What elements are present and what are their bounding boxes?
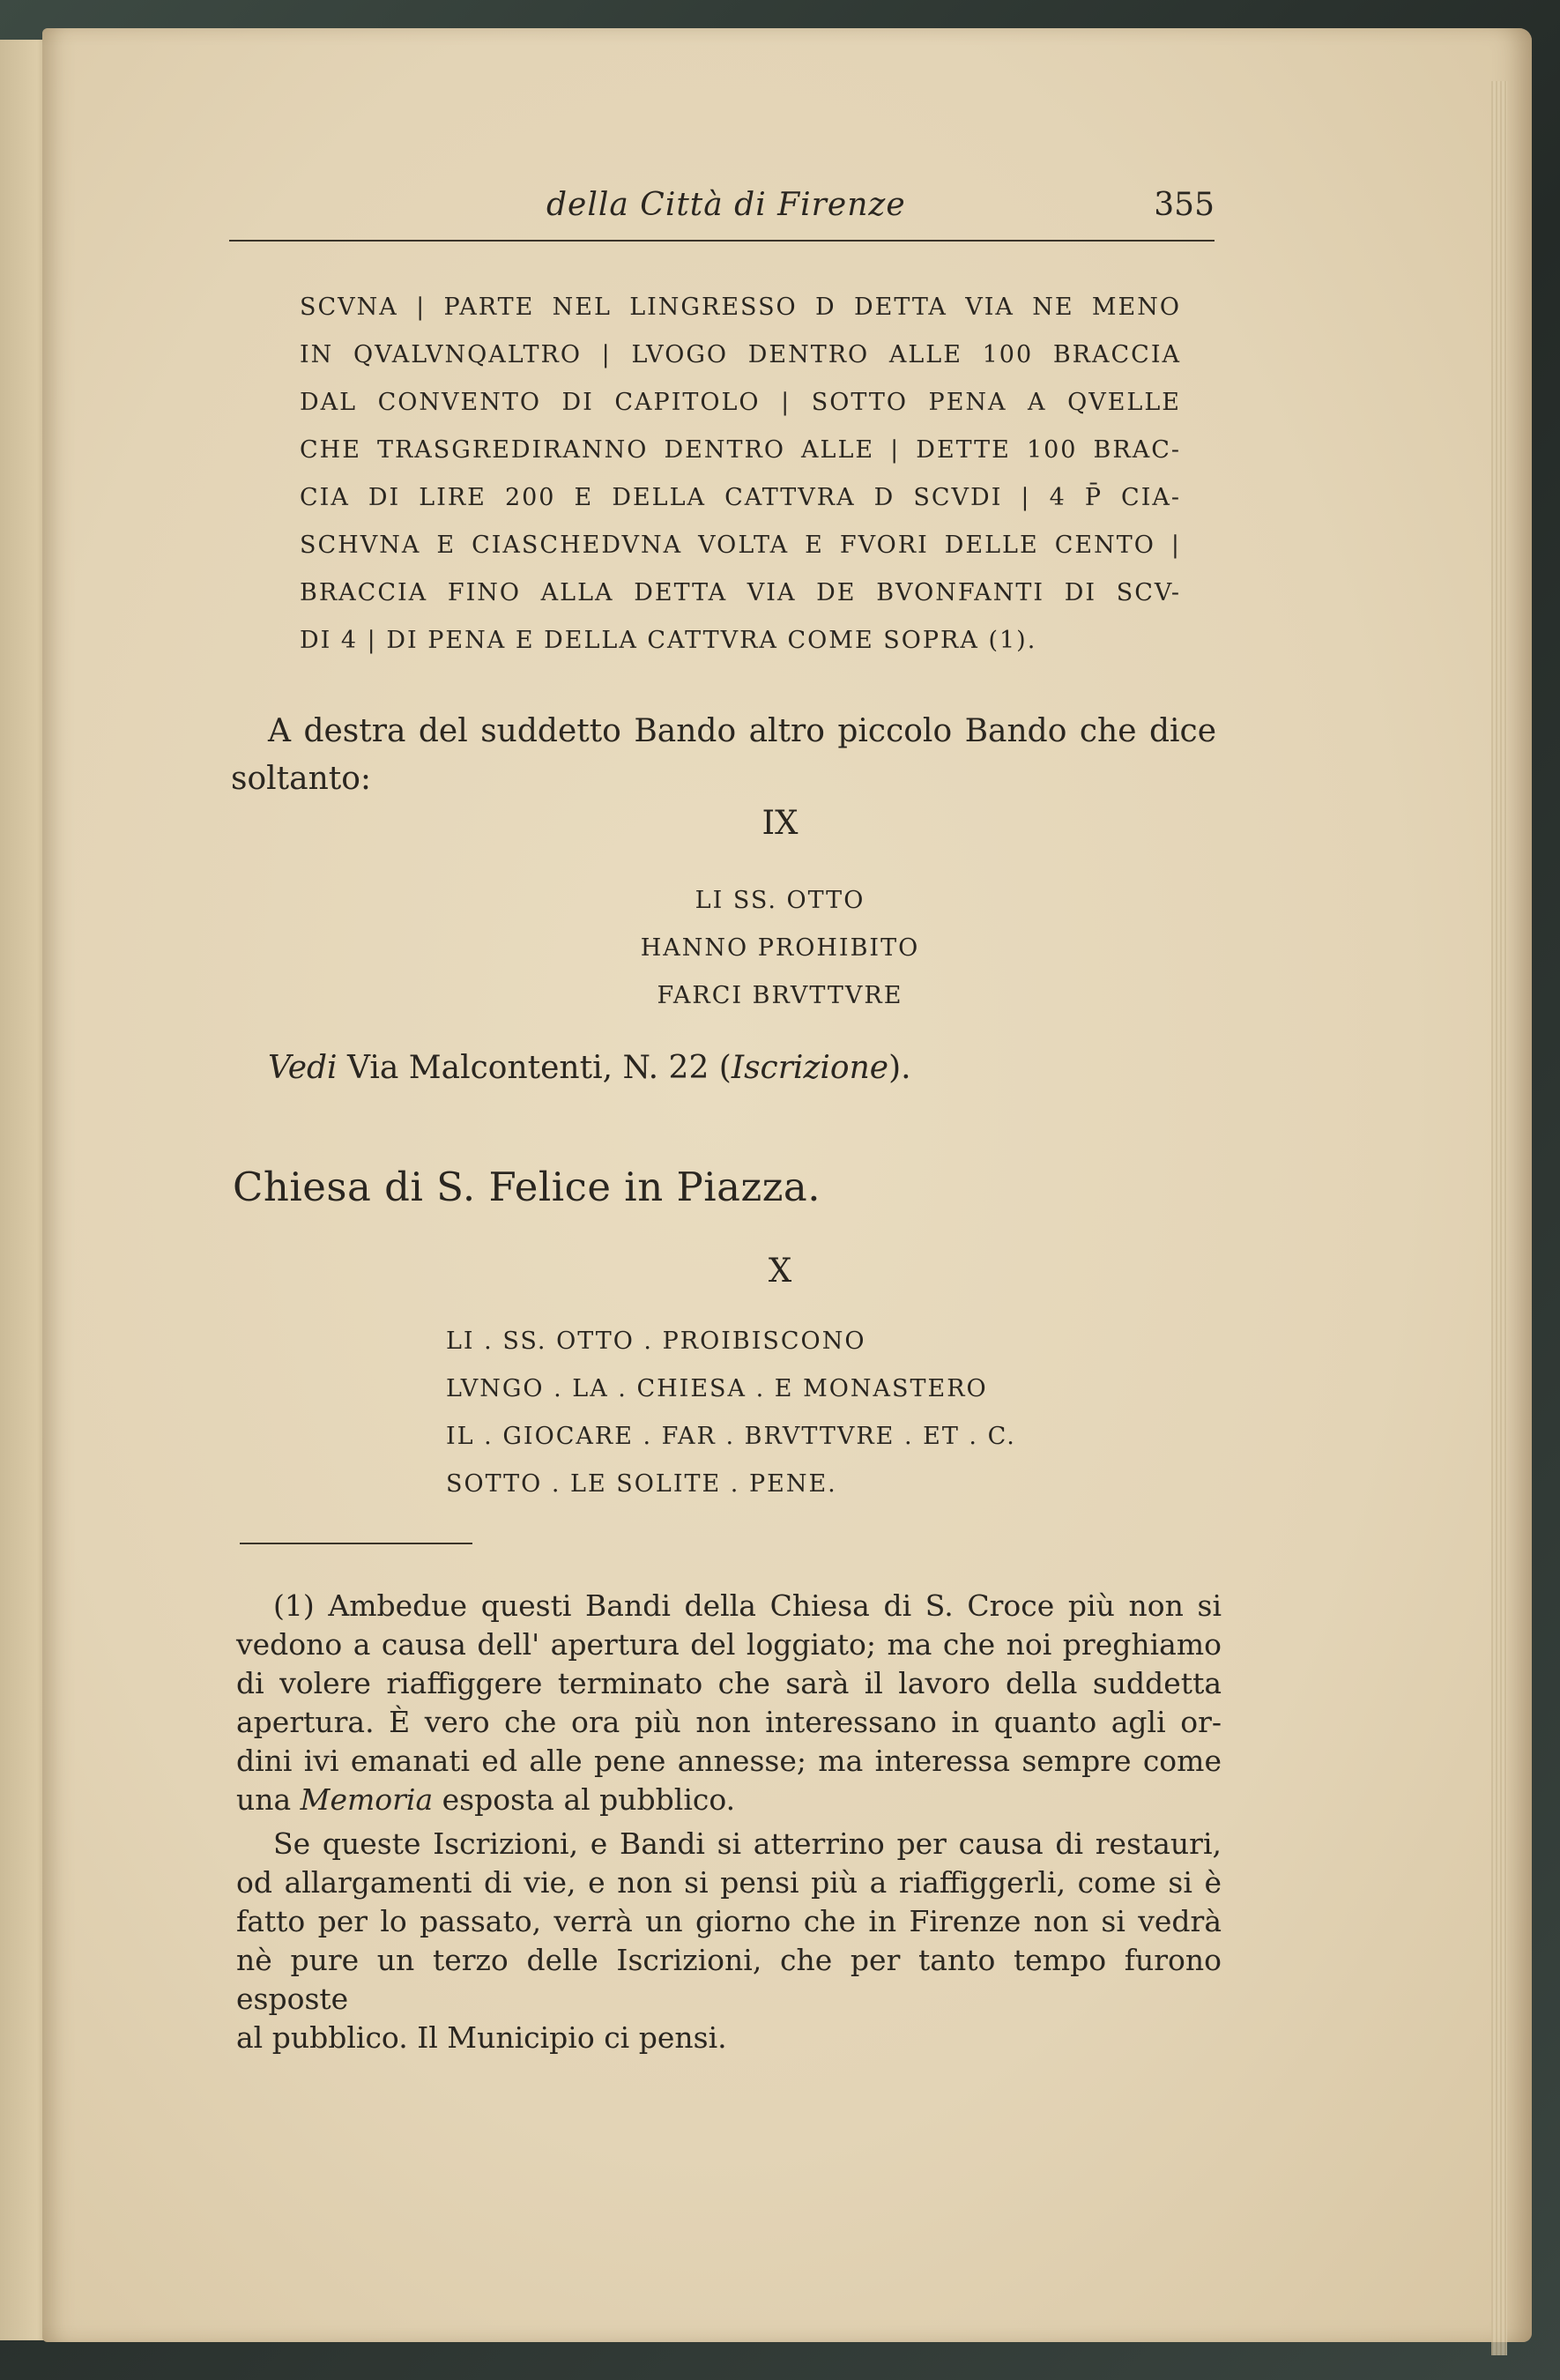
footnote-line: nè pure un terzo delle Iscrizioni, che per tanto tempo furono esposte (236, 1943, 1222, 2016)
footnote-line: una Memoria esposta al pubblico. (236, 1782, 736, 1817)
section-title: Chiesa di S. Felice in Piazza. (233, 1164, 821, 1210)
bando-line: SCVNA | PARTE NEL LINGRESSO D DETTA VIA NE MENO (300, 294, 1181, 321)
intro-line: A destra del suddetto Bando altro piccolo Bando che dice (268, 713, 1216, 749)
bando-numeral-ix: IX (761, 804, 799, 842)
footnote-line: apertura. È vero che ora più non interessano in quanto agli or- (236, 1705, 1222, 1739)
footnote-rule (240, 1543, 472, 1544)
bando-line: BRACCIA FINO ALLA DETTA VIA DE BVONFANTI DI SCV- (300, 579, 1181, 606)
reference-label: Iscrizione (731, 1050, 889, 1086)
bando-line: IL . GIOCARE . FAR . BRVTTVRE . ET . C. (446, 1423, 1016, 1450)
bando-line: LI . SS. OTTO . PROIBISCONO (446, 1328, 866, 1355)
running-title: della Città di Firenze (546, 187, 906, 223)
reference-close: ). (888, 1050, 911, 1086)
footnote-line: di volere riaffiggere terminato che sarà il lavoro della suddetta (236, 1666, 1222, 1700)
bando-line: SOTTO . LE SOLITE . PENE. (446, 1470, 837, 1498)
bando-line: HANNO PROHIBITO (640, 934, 920, 962)
footnote-line: od allargamenti di vie, e non si pensi più a riaffiggerli, come si è (236, 1865, 1222, 1900)
intro-line: soltanto: (231, 761, 372, 797)
bando-line: SCHVNA E CIASCHEDVNA VOLTA E FVORI DELLE CENTO | (300, 532, 1181, 559)
vedi-word: Vedi (268, 1050, 338, 1086)
page-number: 355 (1154, 187, 1215, 223)
bando-line: LI SS. OTTO (695, 887, 865, 914)
bando-line: IN QVALVNQALTRO | LVOGO DENTRO ALLE 100 BRACCIA (300, 341, 1181, 368)
memoria-word: Memoria (300, 1782, 434, 1817)
footnote-line: (1) Ambedue questi Bandi della Chiesa di S. Croce più non si (273, 1588, 1222, 1623)
reference-line (231, 1045, 1216, 1092)
bando-ix-text (0, 877, 1560, 1020)
bando-line: FARCI BRVTTVRE (657, 982, 903, 1009)
bando-line: DI 4 | DI PENA E DELLA CATTVRA COME SOPRA (1). (300, 627, 1037, 654)
bando-line: DAL CONVENTO DI CAPITOLO | SOTTO PENA A QVELLE (300, 389, 1181, 416)
bando-line: CIA DI LIRE 200 E DELLA CATTVRA D SCVDI | 4 P̄ CIA- (300, 484, 1181, 511)
footnote-line: Se queste Iscrizioni, e Bandi si atterrino per causa di restauri, (273, 1826, 1222, 1861)
bando-continued (300, 284, 1181, 665)
bando-x-text (446, 1318, 1016, 1508)
footnote-line: fatto per lo passato, verrà un giorno che in Firenze non si vedrà (236, 1904, 1222, 1938)
footnote-line: vedono a causa dell' apertura del loggiato; ma che noi preghiamo (236, 1627, 1222, 1662)
bando-line: CHE TRASGREDIRANNO DENTRO ALLE | DETTE 100 BRAC- (300, 436, 1181, 464)
footnote (236, 1587, 1222, 2057)
footnote-line: dini ivi emanati ed alle pene annesse; ma interessa sempre come (236, 1744, 1222, 1778)
bando-line: LVNGO . LA . CHIESA . E MONASTERO (446, 1375, 988, 1402)
footnote-line: al pubblico. Il Municipio ci pensi. (236, 2020, 727, 2055)
intro-paragraph (231, 708, 1216, 803)
bando-numeral-x: X (768, 1252, 792, 1290)
reference-text: Via Malcontenti, N. 22 ( (337, 1050, 732, 1086)
page-fore-edge (1491, 81, 1507, 2355)
running-header (229, 178, 1215, 242)
